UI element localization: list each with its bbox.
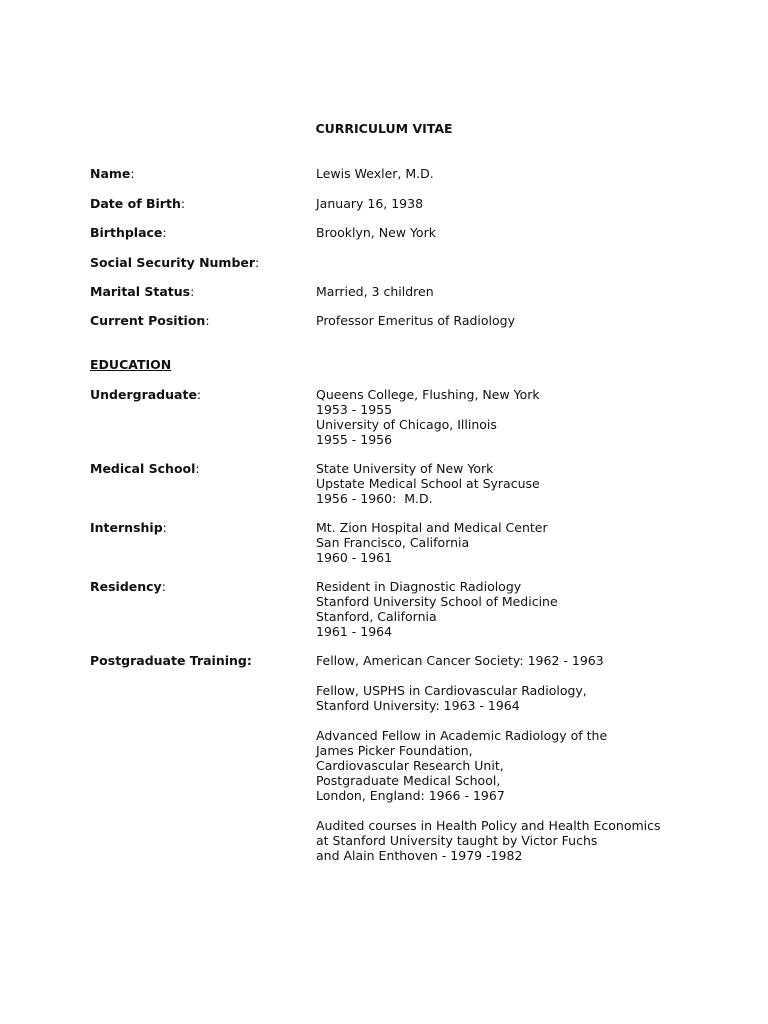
label-residency: Residency	[90, 579, 162, 594]
value-residency: Resident in Diagnostic Radiology Stanford University School of Medicine Stanford, California 1961 - 1964	[316, 579, 558, 639]
value-date-of-birth: January 16, 1938	[316, 196, 424, 211]
label-internship: Internship	[90, 520, 163, 535]
label-social-security-number: Social Security Number	[90, 255, 256, 270]
document-title: CURRICULUM VITAE	[315, 121, 453, 136]
postgraduate-paragraph: Advanced Fellow in Academic Radiology of the James Picker Foundation, Cardiovascular Research Unit, Postgraduate Medical School, London, England: 1966 - 1967	[316, 728, 608, 803]
label-medical-school: Medical School	[90, 461, 196, 476]
value-current-position: Professor Emeritus of Radiology	[316, 313, 515, 328]
label-name: Name	[90, 166, 131, 181]
value-postgraduate-training	[316, 653, 716, 878]
label-marital-status: Marital Status	[90, 284, 191, 299]
value-marital-status: Married, 3 children	[316, 284, 434, 299]
postgraduate-paragraph: Audited courses in Health Policy and Health Economics at Stanford University taught by Victor Fuchs and Alain Enthoven - 1979 -1982	[316, 818, 661, 863]
label-current-position: Current Position	[90, 313, 206, 328]
cv-page: CURRICULUM VITAE Name: Lewis Wexler, M.D. Date of Birth: January 16, 1938 Birthplace: Brooklyn, New York Social Security Number: Marital Status: Married, 3 children Current Position: Professor Emeritus of Radiology EDUCATION Undergraduate: Queens College, Flushing, New York 1953 - 1955 University of Chicago, Illinois 1955 - 1956 Medical School: State University of New York Upstate Medical School at Syracuse 1956 - 1960: M.D. Internship: Mt. Zion Hospital and Medical Center San Francisco, California 1960 - 1961 Residency: Resident in Diagnostic Radiology Stanford University School of Medicine Stanford, California 1961 - 1964 Postgraduate Training: Fellow, American Cancer Society: 1962 - 1963 Fellow, USPHS in Cardiovascular Radiology, Stanford University: 1963 - 1964 Advanced Fellow in Academic Radiology of the James Picker Foundation, Cardiovascular Research Unit, Postgraduate Medical School, London, England: 1966 - 1967 Audited courses in Health Policy and Health Economics at Stanford University taught by Victor Fuchs and Alain Enthoven - 1979 -1982	[0, 0, 768, 1024]
postgraduate-paragraph: Fellow, USPHS in Cardiovascular Radiology, Stanford University: 1963 - 1964	[316, 683, 587, 713]
label-date-of-birth: Date of Birth	[90, 196, 181, 211]
label-birthplace: Birthplace	[90, 225, 163, 240]
value-birthplace: Brooklyn, New York	[316, 225, 436, 240]
value-medical-school: State University of New York Upstate Medical School at Syracuse 1956 - 1960: M.D.	[316, 461, 540, 506]
value-undergraduate: Queens College, Flushing, New York 1953 - 1955 University of Chicago, Illinois 1955 - 1956	[316, 387, 540, 447]
postgraduate-paragraph: Fellow, American Cancer Society: 1962 - 1963	[316, 653, 604, 668]
education-heading: EDUCATION	[90, 357, 172, 372]
label-undergraduate: Undergraduate	[90, 387, 197, 402]
label-postgraduate-training: Postgraduate Training:	[90, 653, 252, 668]
value-internship: Mt. Zion Hospital and Medical Center San Francisco, California 1960 - 1961	[316, 520, 548, 565]
value-name: Lewis Wexler, M.D.	[316, 166, 434, 181]
